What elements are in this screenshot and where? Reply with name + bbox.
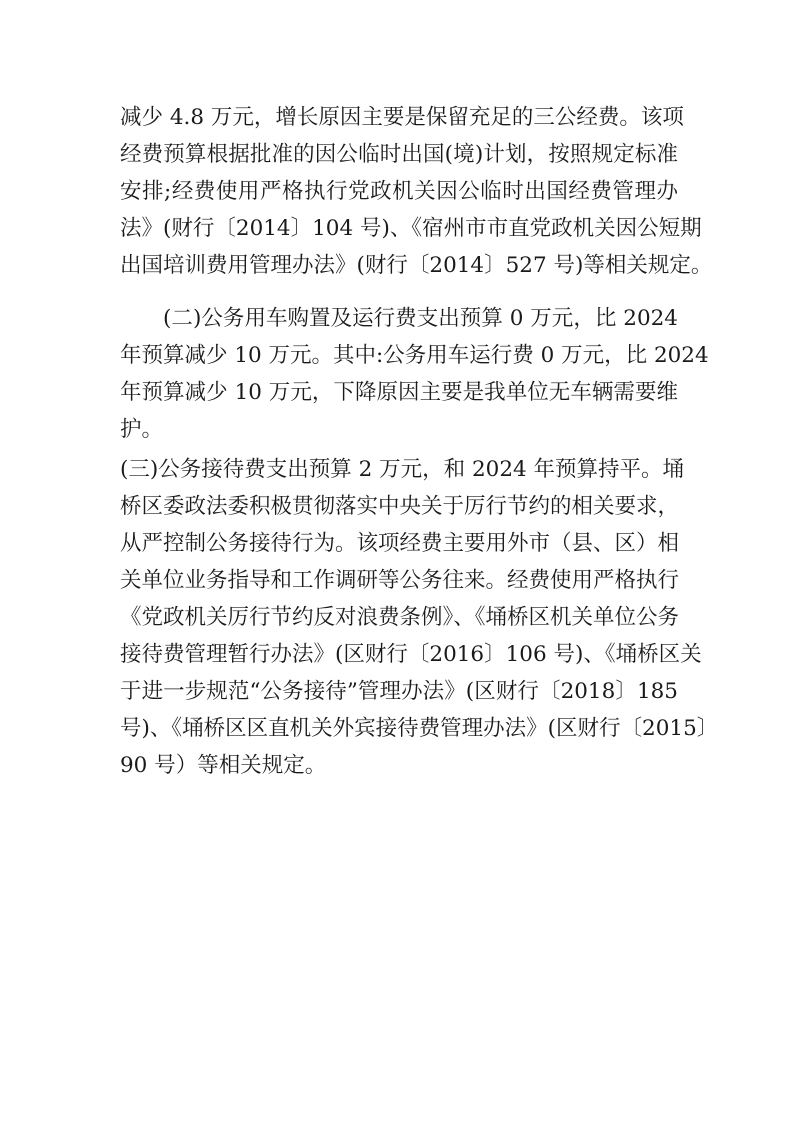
paragraph-line-17: 号)、《埇桥区区直机关外宾接待费管理办法》(区财行〔2015〕 [120,716,719,741]
paragraph-line-8: 年预算减少 10 万元，下降原因主要是我单位无车辆需要维 [120,380,678,405]
paragraph-line-4: 法》(财行〔2014〕104 号)、《宿州市市直党政机关因公短期 [120,216,702,241]
paragraph-line-9: 护。 [120,417,164,442]
paragraph-line-14: 《党政机关厉行节约反对浪费条例》、《埇桥区机关单位公务 [120,605,680,630]
paragraph-line-11: 桥区委政法委积极贯彻落实中央关于厉行节约的相关要求， [120,494,680,519]
paragraph-line-13: 关单位业务指导和工作调研等公务往来。经费使用严格执行 [120,568,680,593]
paragraph-line-12: 从严控制公务接待行为。该项经费主要用外市（县、区）相 [120,531,680,556]
paragraph-line-16: 于进一步规范“公务接待”管理办法》(区财行〔2018〕185 [120,679,678,704]
paragraph-line-3: 安排;经费使用严格执行党政机关因公临时出国经费管理办 [120,179,678,204]
paragraph-line-2: 经费预算根据批准的因公临时出国(境)计划，按照规定标准 [120,142,678,167]
paragraph-line-6: (二)公务用车购置及运行费支出预算 0 万元，比 2024 [163,306,678,331]
paragraph-line-18: 90 号）等相关规定。 [120,753,327,778]
paragraph-line-1: 减少 4.8 万元，增长原因主要是保留充足的三公经费。该项 [120,105,684,130]
paragraph-line-7: 年预算减少 10 万元。其中:公务用车运行费 0 万元，比 2024 [120,343,709,368]
paragraph-line-5: 出国培训费用管理办法》(财行〔2014〕527 号)等相关规定。 [120,253,713,278]
paragraph-line-10: (三)公务接待费支出预算 2 万元，和 2024 年预算持平。埇 [120,457,685,482]
paragraph-line-15: 接待费管理暂行办法》(区财行〔2016〕106 号)、《埇桥区关 [120,642,702,667]
